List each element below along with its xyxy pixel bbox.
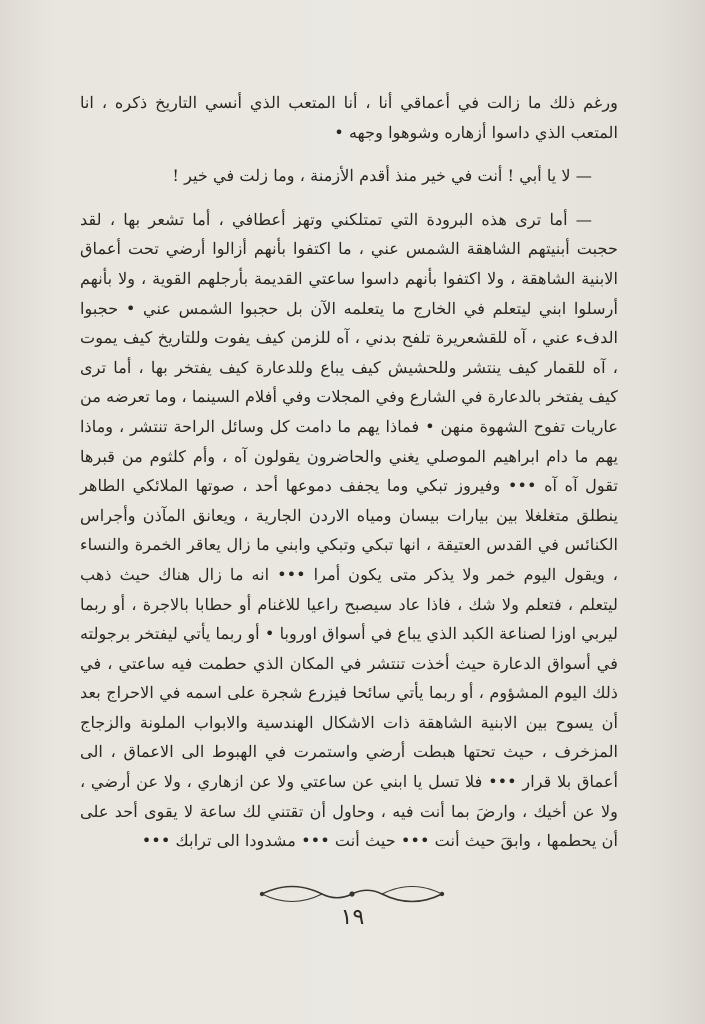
paragraph-1: ورغم ذلك ما زالت في أعماقي أنا ، أنا المتعب الذي أنسي التاريخ ذكره ، انا المتعب الذي داسوا أزهاره وشوهوا وجهه •	[80, 93, 618, 142]
paragraph-2: — لا يا أبي ! أنت في خير منذ أقدم الأزمنة ، وما زلت في خير !	[172, 166, 592, 186]
ornament-divider	[252, 880, 452, 908]
body-text	[80, 88, 618, 856]
paragraph-3: — أما ترى هذه البرودة التي تمتلكني وتهز أعطافي ، أما تشعر بها ، لقد حجبت أبنيتهم الشاهقة الشمس عني ، ما اكتفوا بأنهم أزالوا أرضي تحت أعماق الابنية الشاهقة ، ولا اكتفوا بأنهم داسوا ساعتي القديمة بأرجلهم القوية ، ولا بأنهم أرسلوا ابني ليتعلم في الخارج ما يتعلمه الآن بل حجبوا الشمس عني • حجبوا الدفء عني ، آه للقشعريرة تلفح بدني ، آه للزمن كيف يفوت وللتاريخ كيف يموت ، آه للقمار كيف ينتشر وللحشيش كيف يباع وللدعارة كيف يفتخر بها ، أما ترى كيف يفتخر بالدعارة في الشارع وفي المجلات وفي أفلام السينما ، وما تعرضه من عاريات تفوح الشهوة منهن • فماذا يهم ما دامت كل وسائل الراحة تنتشر ، وماذا يهم ما دام ابراهيم الموصلي يغني والحاضرون يقولون آه ، وأم كلثوم من قبرها تقول آه آه ••• وفيروز تبكي وما يجفف دموعها أحد ، صوتها الملائكي الطاهر ينطلق متغلغلا بين بيارات بيسان ومياه الاردن الجارية ، ويعانق المآذن وأجراس الكنائس في القدس العتيقة ، انها تبكي وتبكي وابني ما زال يعاقر الخمرة والنساء ، ويقول اليوم خمر ولا يذكر متى يكون أمرا ••• انه ما زال هناك حيث ذهب ليتعلم ، فتعلم ولا شك ، فاذا عاد سيصبح راعيا للاغنام أو حطابا بالاجرة ، أو ربما ليربي اوزا لصناعة الكبد الذي يباع في أسواق اوروبا • أو ربما يأتي ليفتخر برجولته في أسواق الدعارة حيث أخذت تنتشر في المكان الذي حطمت فيه ساعتي ، في ذلك اليوم المشؤوم ، أو ربما يأتي سائحا فيزرع شجرة على اسمه في الاحراج بعد أن يسوح بين الابنية الشاهقة ذات الاشكال الهندسية والابواب الملونة والزجاج المزخرف ، حيث تحتها هبطت أرضي واستمرت في الهبوط الى الاعماق ، الى أعماق بلا قرار ••• فلا تسل يا ابني عن ساعتي ولا عن ازهاري ، ولا عن أرضي ، ولا عن أخيك ، وارضَ بما أنت فيه ، وحاول أن تقتني لك ساعة لا يقوى أحد على أن يحطمها ، وابقَ حيث أنت ••• حيث أنت ••• مشدودا الى ترابك •••	[80, 209, 618, 851]
page-number: ١٩	[340, 905, 365, 930]
